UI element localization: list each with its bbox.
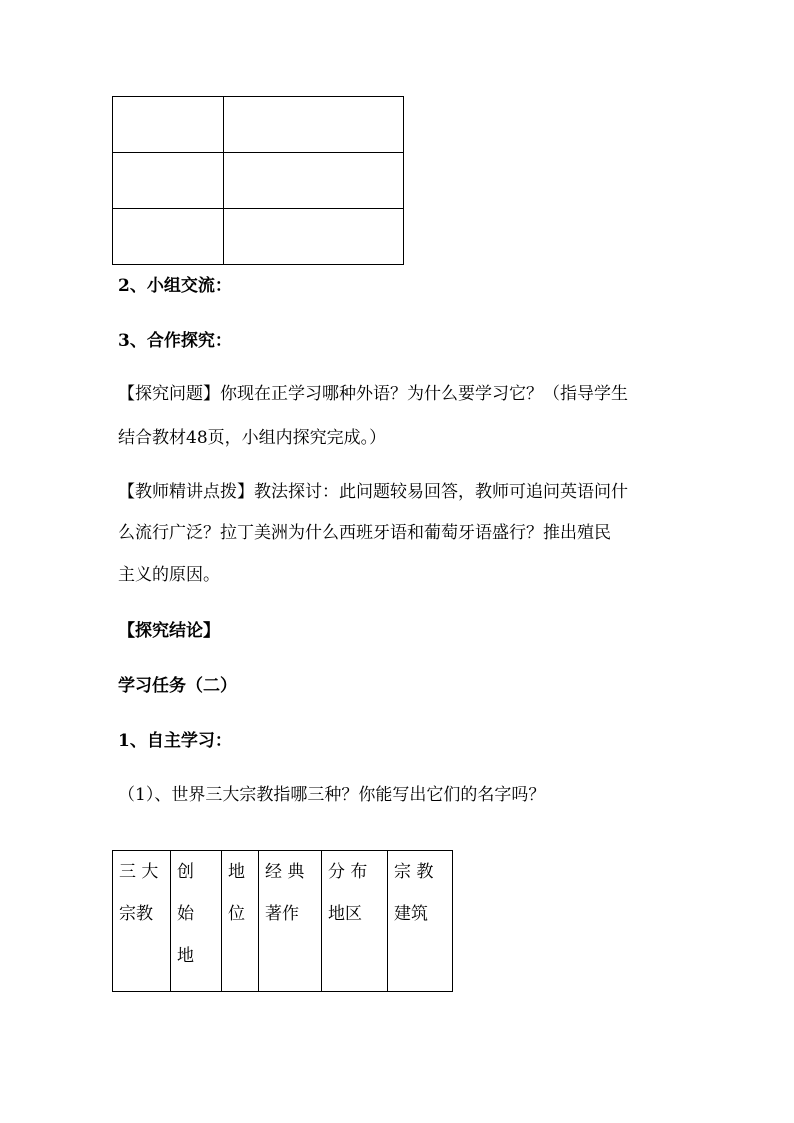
header-cell-status xyxy=(222,851,259,992)
header-text: 三 大 xyxy=(119,862,159,882)
table-cell xyxy=(113,153,224,209)
header-text: 创 xyxy=(177,862,194,882)
explore-question-line1: 【探究问题】你现在正学习哪种外语？为什么要学习它？（指导学生 xyxy=(118,384,628,404)
explore-conclusion-heading: 【探究结论】 xyxy=(118,621,220,641)
coop-explore-heading: 3、合作探究： xyxy=(118,331,232,351)
header-cell-scripture xyxy=(259,851,322,992)
header-text: 分 布 xyxy=(328,862,368,882)
table-row xyxy=(113,153,404,209)
header-cell-origin xyxy=(171,851,222,992)
header-text: 建筑 xyxy=(394,904,428,924)
table-row xyxy=(113,851,453,992)
header-text: 宗教 xyxy=(119,904,153,924)
self-study-heading: 1、自主学习： xyxy=(118,731,232,751)
table-row xyxy=(113,97,404,153)
table-cell xyxy=(224,153,404,209)
table-cell xyxy=(113,97,224,153)
question1-text: （1）、世界三大宗教指哪三种？你能写出它们的名字吗？ xyxy=(118,785,546,805)
table-cell xyxy=(113,209,224,265)
header-text: 地 xyxy=(228,862,245,882)
teacher-guidance-line2: 么流行广泛？拉丁美洲为什么西班牙语和葡萄牙语盛行？推出殖民 xyxy=(118,523,611,543)
table-row xyxy=(113,209,404,265)
table-cell xyxy=(224,97,404,153)
teacher-guidance-line3: 主义的原因。 xyxy=(118,565,220,585)
task2-heading: 学习任务（二） xyxy=(118,676,237,696)
header-text: 地 xyxy=(177,946,194,966)
header-text: 宗 教 xyxy=(394,862,434,882)
group-exchange-heading: 2、小组交流： xyxy=(118,276,232,296)
header-text: 经 典 xyxy=(265,862,305,882)
header-cell-distribution xyxy=(322,851,388,992)
header-text: 地区 xyxy=(328,904,362,924)
blank-table xyxy=(112,96,404,265)
header-text: 著作 xyxy=(265,904,299,924)
teacher-guidance-line1: 【教师精讲点拨】教法探讨：此问题较易回答，教师可追问英语问什 xyxy=(118,482,628,502)
header-cell-religion xyxy=(113,851,171,992)
religion-table xyxy=(112,850,453,992)
table-cell xyxy=(224,209,404,265)
explore-question-line2: 结合教材48页，小组内探究完成。） xyxy=(118,428,387,448)
header-cell-architecture xyxy=(388,851,453,992)
header-text: 始 xyxy=(177,904,194,924)
header-text: 位 xyxy=(228,904,245,924)
